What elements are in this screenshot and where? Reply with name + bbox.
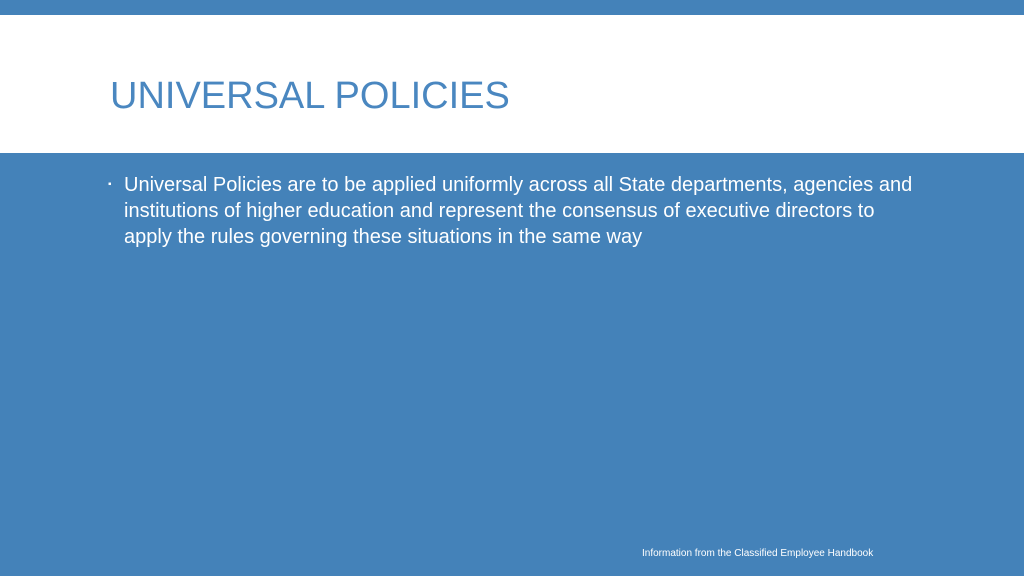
title-panel [0, 15, 1024, 153]
top-accent-band [0, 0, 1024, 15]
slide-footer: Information from the Classified Employee Handbook [642, 548, 874, 559]
slide-title: UNIVERSAL POLICIES [110, 75, 510, 117]
bullet-marker-icon: ▪ [108, 179, 112, 190]
slide-content [108, 172, 928, 250]
bullet-text: Universal Policies are to be applied uniformly across all State departments, agencies and institutions of higher education and represent the consensus of executive directors to apply the rules governing these situations in the same way [124, 174, 913, 248]
bullet-item [108, 172, 928, 250]
